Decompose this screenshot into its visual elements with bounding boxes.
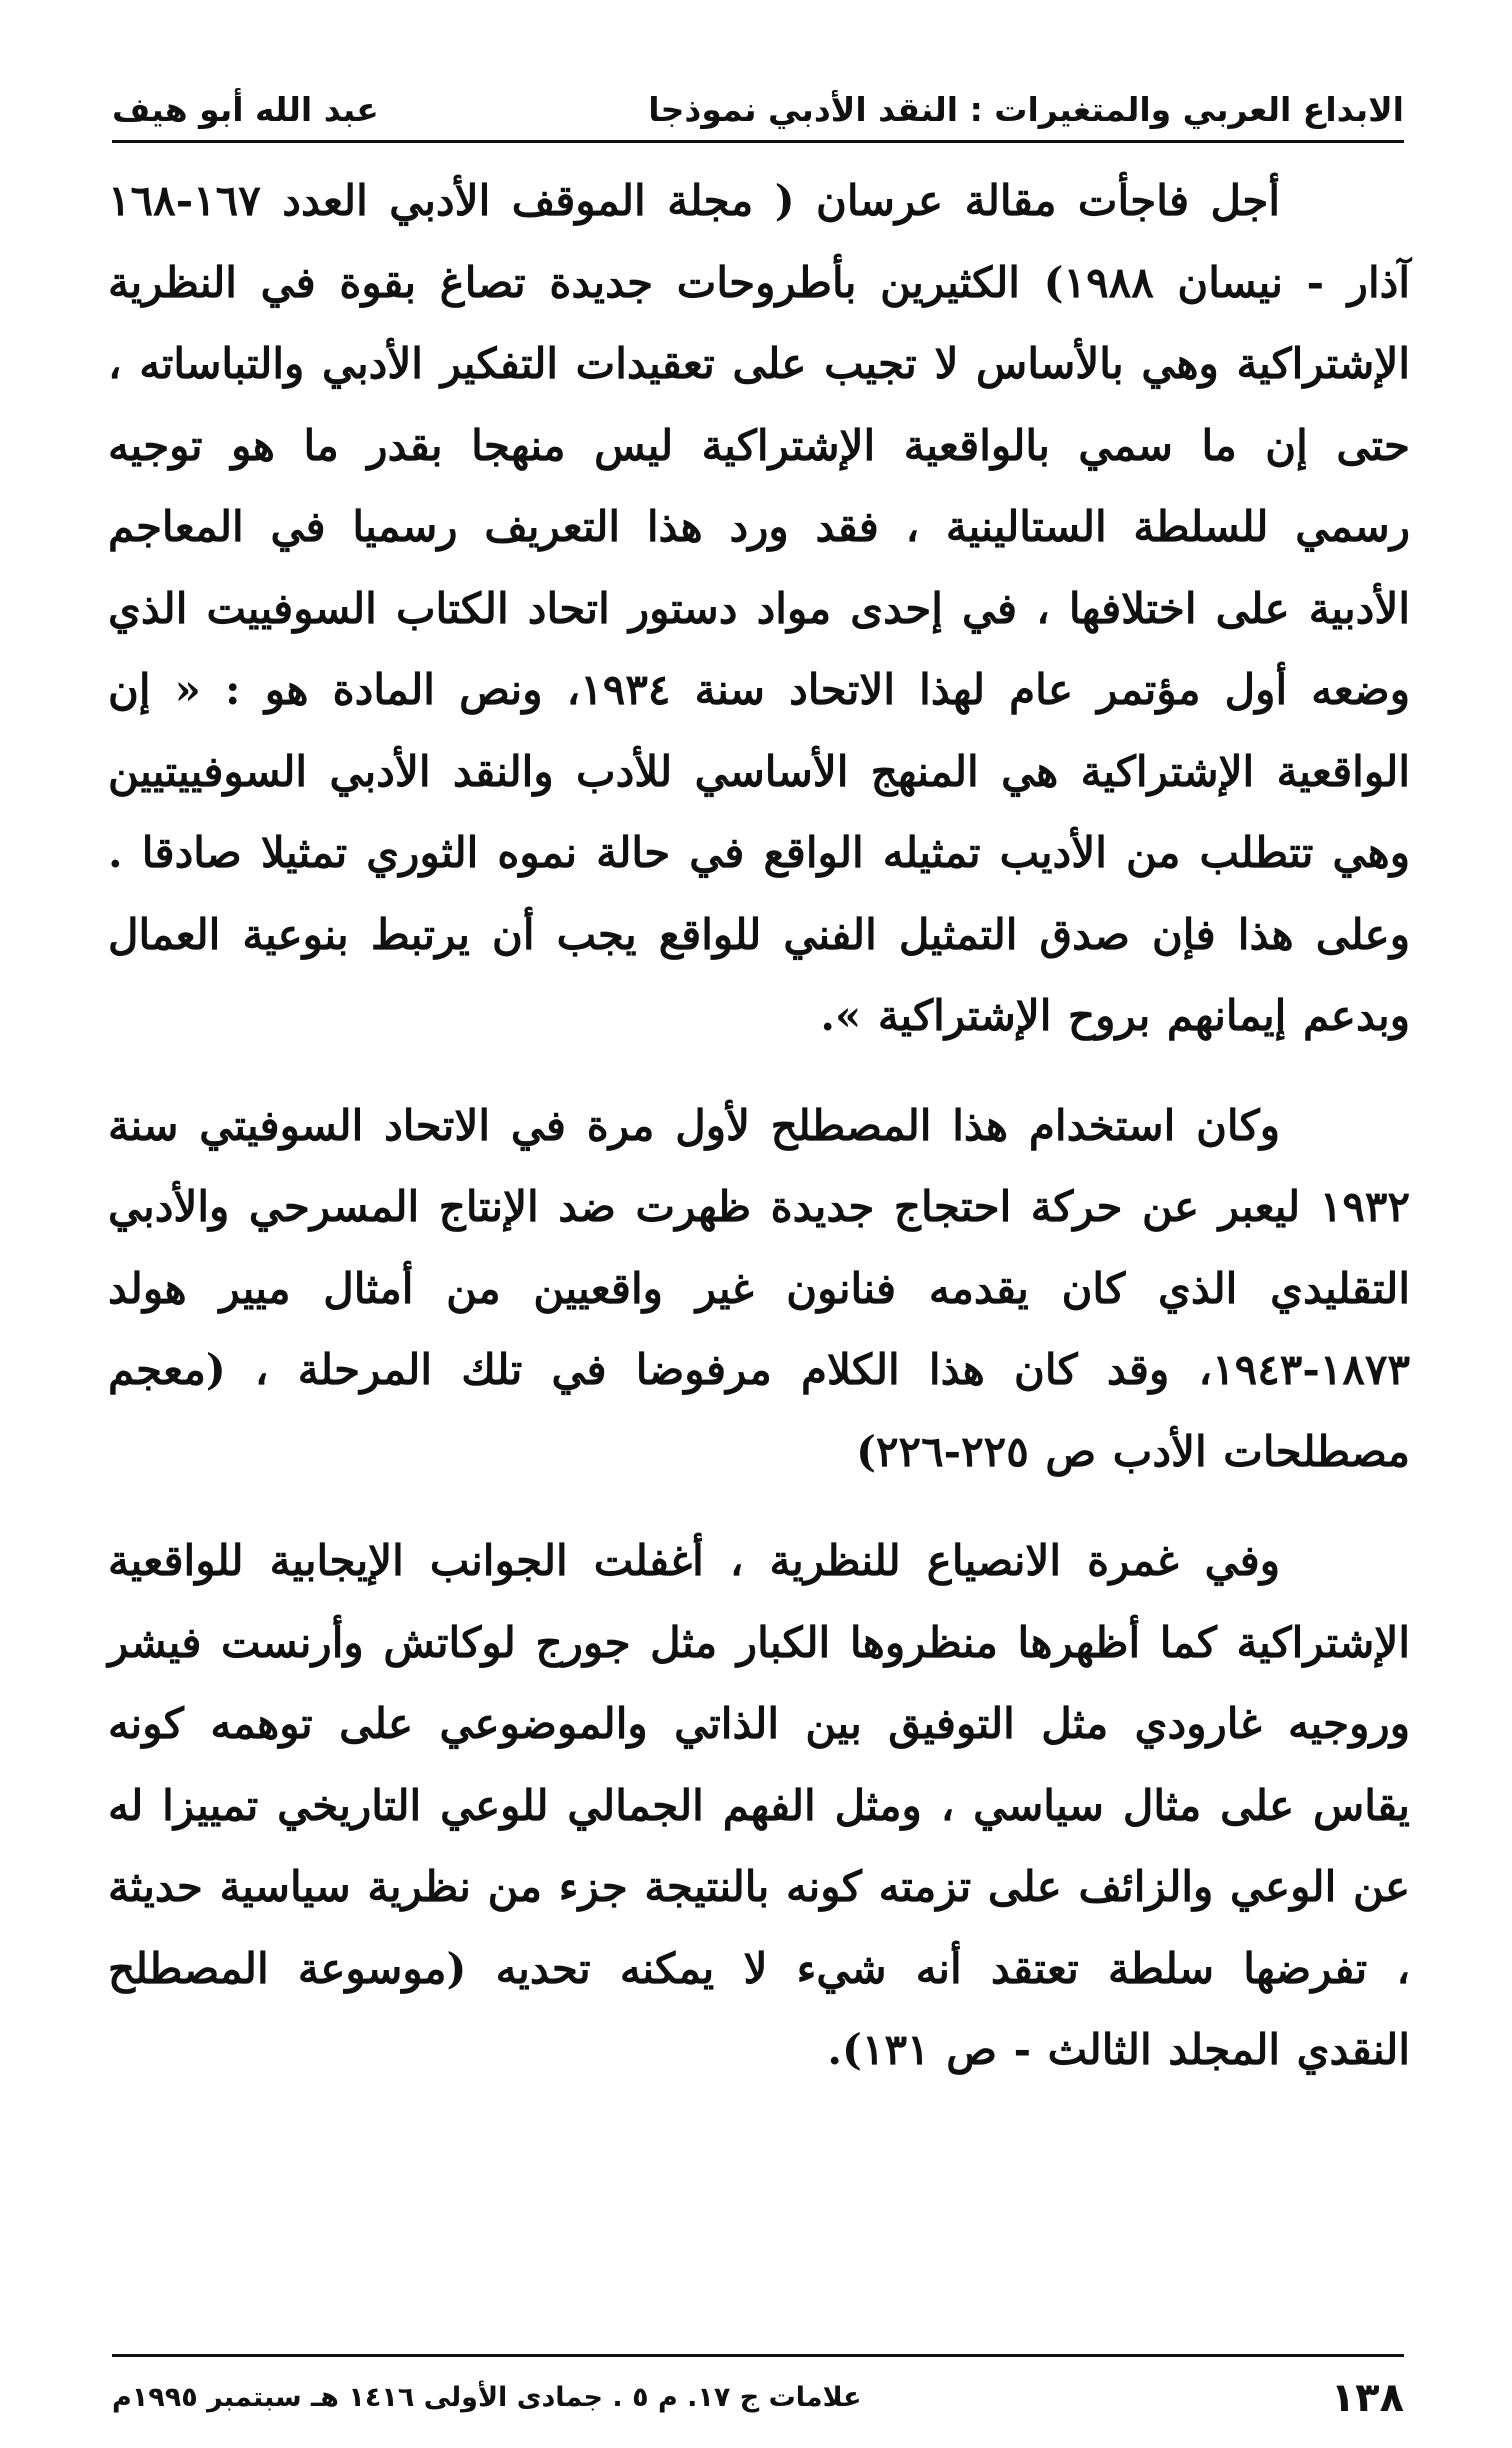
paragraph-2: وكان استخدام هذا المصطلح لأول مرة في الاتحاد السوفيتي سنة ١٩٣٢ ليعبر عن حركة احتجاج جديدة ظهرت ضد الإنتاج المسرحي والأدبي التقليدي الذي كان يقدمه فنانون غير واقعيين من أمثال ميير هولد ١٨٧٣-١٩٤٣، وقد كان هذا الكلام مرفوضا في تلك المرحلة ، (معجم مصطلحات الأدب ص ٢٢٥-٢٢٦)	[108, 1100, 1410, 1476]
running-head-title: الابداع العربي والمتغيرات : النقد الأدبي نموذجا	[648, 90, 1404, 130]
page-footer	[112, 2368, 1404, 2428]
page-number: ١٣٨	[1330, 2375, 1404, 2421]
paragraph-3: وفي غمرة الانصياع للنظرية ، أغفلت الجوانب الإيجابية للواقعية الإشتراكية كما أظهرها منظروها الكبار مثل جورج لوكاتش وأرنست فيشر وروجيه غارودي مثل التوفيق بين الذاتي والموضوعي على توهمه كونه يقاس على مثال سياسي ، ومثل الفهم الجمالي للوعي التاريخي تمييزا له عن الوعي والزائف على تزمته كونه بالنتيجة جزء من نظرية سياسية حديثة ، تفرضها سلطة تعتقد أنه شيء لا يمكنه تحديه (موسوعة المصطلح النقدي المجلد الثالث - ص ١٣١).	[108, 1536, 1410, 2074]
header-divider	[112, 140, 1404, 143]
paragraph-1: أجل فاجأت مقالة عرسان ( مجلة الموقف الأدبي العدد ١٦٧-١٦٨ آذار - نيسان ١٩٨٨) الكثيرين بأطروحات جديدة تصاغ بقوة في النظرية الإشتراكية وهي بالأساس لا تجيب على تعقيدات التفكير الأدبي والتباساته ، حتى إن ما سمي بالواقعية الإشتراكية ليس منهجا بقدر ما هو توجيه رسمي للسلطة الستالينية ، فقد ورد هذا التعريف رسميا في المعاجم الأدبية على اختلافها ، في إحدى مواد دستور اتحاد الكتاب السوفييت الذي وضعه أول مؤتمر عام لهذا الاتحاد سنة ١٩٣٤، ونص المادة هو : « إن الواقعية الإشتراكية هي المنهج الأساسي للأدب والنقد الأدبي السوفييتيين وهي تتطلب من الأديب تمثيله الواقع في حالة نموه الثوري تمثيلا صادقا . وعلى هذا فإن صدق التمثيل الفني للواقع يجب أن يرتبط بنوعية العمال وبدعم إيمانهم بروح الإشتراكية ».	[108, 176, 1410, 1040]
running-head-author: عبد الله أبو هيف	[112, 90, 379, 130]
journal-citation: علامات ج ١٧. م ٥ . جمادى الأولى ١٤١٦ هـ سبتمبر ١٩٩٥م	[112, 2381, 862, 2413]
body-text	[108, 160, 1410, 2091]
running-head	[112, 70, 1404, 130]
footer-divider	[112, 2354, 1404, 2357]
